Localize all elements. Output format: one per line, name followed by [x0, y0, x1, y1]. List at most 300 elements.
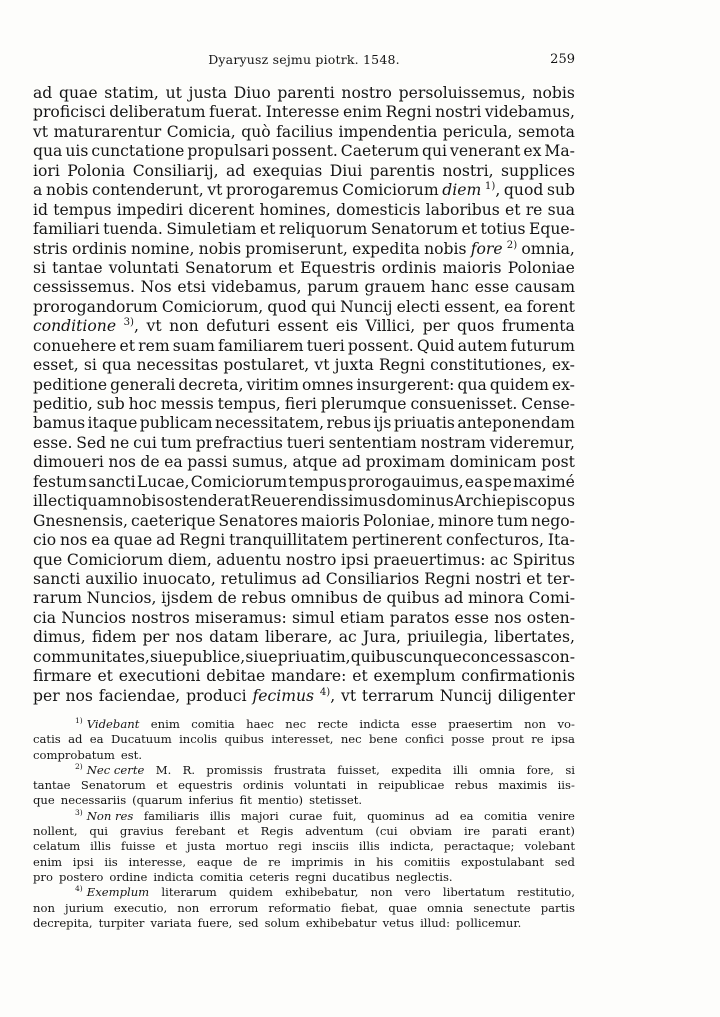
italic-text: Non res [86, 808, 134, 823]
text: ex- [551, 356, 575, 375]
word [407, 628, 488, 647]
text: priuatim, [277, 647, 351, 666]
word [165, 839, 177, 854]
text: quò [241, 122, 271, 141]
word [266, 103, 340, 122]
footnote-line [33, 901, 575, 916]
text: tantae [33, 778, 71, 793]
text: siue [245, 647, 278, 666]
text: quidem [229, 885, 273, 900]
word [141, 278, 172, 297]
text: peractaque; [443, 839, 515, 854]
text: Regni [379, 356, 425, 375]
text: adventum [305, 824, 364, 839]
text: Caeterum [340, 142, 420, 161]
word [60, 531, 87, 550]
text: prorogaremus [226, 181, 339, 200]
italic-text: diem [442, 181, 482, 200]
word [533, 84, 575, 103]
text: possent. [271, 142, 338, 161]
word [198, 916, 233, 931]
text: hoc [128, 395, 157, 413]
text-line [33, 278, 575, 297]
word [494, 628, 575, 647]
text: nec [340, 732, 362, 747]
text: deliberatum [109, 103, 206, 122]
word [397, 298, 440, 317]
text-line [33, 123, 575, 142]
text: essent [277, 317, 329, 336]
word [187, 839, 216, 854]
text: Diui [329, 161, 363, 180]
word [187, 453, 227, 472]
text: id [33, 200, 48, 219]
word [551, 732, 575, 747]
word [238, 916, 258, 931]
text: et [165, 839, 177, 854]
text: electi [396, 297, 441, 316]
word [177, 901, 199, 916]
text: partis [540, 900, 575, 915]
text-line [33, 298, 575, 317]
word [151, 717, 180, 732]
word [314, 356, 329, 375]
text: et [259, 220, 276, 239]
word [206, 763, 262, 778]
text: paratos [389, 608, 450, 627]
word [524, 717, 546, 732]
text: nos [65, 686, 93, 705]
word [295, 870, 326, 885]
text: in [354, 854, 366, 869]
text: minore [438, 511, 494, 530]
text: de [362, 589, 382, 608]
text: libertatum [442, 885, 505, 900]
word [207, 181, 222, 200]
word [218, 589, 237, 608]
text: vt [207, 181, 223, 200]
text: familiari [33, 220, 100, 239]
word [301, 512, 360, 531]
word [243, 778, 284, 793]
text: ferebant [175, 824, 226, 839]
text: omnia [427, 900, 464, 915]
word [457, 414, 575, 433]
text-line [33, 414, 575, 433]
text-line [33, 142, 575, 161]
text: nostram [420, 433, 486, 452]
word [33, 337, 116, 356]
text: indicta, [389, 839, 434, 854]
word [253, 162, 323, 181]
word [371, 220, 458, 239]
text: propulsari [187, 142, 269, 161]
text: defuturi [206, 317, 270, 336]
word [288, 473, 346, 492]
word [369, 732, 398, 747]
text: consuenisset. [410, 395, 518, 413]
word [177, 278, 206, 297]
text: qui [89, 824, 109, 839]
text: Poloniae, [362, 511, 436, 530]
text: priuatis [393, 414, 455, 433]
word [175, 628, 202, 647]
word [276, 123, 333, 142]
text: comitiis [403, 854, 451, 869]
word [371, 885, 393, 900]
word [364, 278, 425, 297]
text: omnia [479, 762, 516, 777]
word [120, 337, 136, 356]
text: proficisci [33, 103, 106, 122]
text: diem, [167, 550, 212, 569]
italic-text: Nec certe [86, 762, 145, 777]
word [33, 317, 116, 336]
word [544, 142, 575, 161]
word [366, 453, 445, 472]
text: prout [491, 732, 524, 747]
word [382, 259, 437, 278]
word [547, 570, 575, 589]
word [351, 648, 462, 667]
word [245, 648, 277, 667]
word [352, 240, 420, 259]
word [241, 809, 279, 824]
text: ne [110, 433, 130, 452]
text-line [33, 473, 575, 492]
text: exhibebatur [305, 915, 377, 930]
word [33, 414, 85, 433]
word [109, 870, 147, 885]
text: , [134, 317, 139, 336]
word [302, 376, 353, 395]
text: Sed [76, 433, 107, 452]
text: sancti [33, 569, 81, 588]
text: nostri, [442, 161, 494, 180]
text: Senatores [218, 511, 299, 530]
word [110, 434, 129, 453]
word [88, 473, 135, 492]
word [133, 434, 157, 453]
footnote-line [33, 916, 575, 931]
text: Gnesnensis, [33, 511, 128, 530]
word [457, 376, 486, 395]
word [294, 778, 346, 793]
text: bamus [33, 414, 86, 433]
word [370, 162, 435, 181]
text: peditione [33, 375, 108, 394]
word [111, 732, 172, 747]
text: necessariis [60, 793, 127, 808]
word [33, 84, 52, 103]
text-line [33, 687, 575, 706]
word [341, 142, 419, 161]
word [435, 103, 481, 122]
word [169, 317, 198, 336]
text: parenti [277, 84, 335, 102]
text: mentio) [257, 793, 304, 808]
text: stris [33, 239, 68, 258]
word [518, 123, 575, 142]
word [468, 589, 524, 608]
text: ordinis [242, 778, 284, 793]
text: peditio, [33, 395, 93, 413]
word [226, 181, 338, 200]
word [75, 885, 149, 900]
word [422, 142, 447, 161]
word [114, 901, 167, 916]
text: Comicia, [166, 122, 236, 141]
text: exhibebatur, [285, 885, 359, 900]
text: juxta [334, 356, 374, 375]
word [309, 793, 362, 808]
text: exequias [252, 161, 323, 180]
text: vt [341, 686, 357, 705]
word [375, 824, 397, 839]
word [97, 667, 113, 686]
text: frustrata [273, 762, 326, 777]
word [67, 551, 164, 570]
word [259, 201, 330, 220]
text: cio [33, 531, 57, 550]
footnote-marker: 3) [123, 317, 135, 329]
word [376, 855, 393, 870]
word [444, 298, 500, 317]
text: faciendae, [98, 686, 181, 705]
word [140, 414, 213, 433]
word [357, 778, 368, 793]
word [558, 778, 575, 793]
word [465, 473, 484, 492]
word [363, 628, 401, 647]
word [497, 512, 528, 531]
running-header [33, 52, 575, 70]
text: si [33, 258, 46, 277]
text: pertinerent [351, 531, 443, 550]
text: fuisset, [337, 762, 380, 777]
word [136, 356, 218, 375]
text: tuenda. [103, 220, 163, 239]
footnote-line [33, 839, 575, 854]
word [109, 259, 179, 278]
word [517, 885, 575, 900]
text: de [243, 854, 258, 869]
word [427, 901, 463, 916]
text: conuehere [33, 336, 117, 355]
text: Archiepiscopus [454, 492, 575, 511]
word [405, 732, 444, 747]
text: Comiciorum [342, 181, 439, 200]
word [33, 434, 72, 453]
footnotes [33, 717, 575, 931]
text: videbamus, [211, 278, 302, 297]
footnote-line [33, 763, 575, 778]
word [199, 240, 241, 259]
text: sed [238, 915, 259, 930]
word [342, 181, 439, 200]
text: , [495, 181, 501, 200]
word [165, 492, 250, 511]
word [527, 763, 554, 778]
word [150, 648, 182, 667]
word [409, 824, 452, 839]
text: indicta [359, 717, 400, 731]
text: nostro [341, 84, 392, 102]
footnote-marker: 2) [506, 239, 518, 251]
word [247, 376, 299, 395]
word [33, 748, 115, 763]
word [285, 395, 317, 414]
footnote-line [33, 870, 575, 885]
text: voluntati [108, 258, 179, 277]
word [435, 809, 449, 824]
text: illis [209, 808, 231, 823]
word [326, 414, 371, 433]
text: Comi- [528, 589, 575, 608]
text: Regis [260, 824, 294, 839]
text: cia [33, 608, 57, 627]
word [33, 220, 100, 239]
text: tueri [286, 433, 325, 452]
text: nego- [530, 511, 575, 530]
text: etsi [177, 278, 206, 297]
text: forent [526, 297, 575, 316]
word [92, 181, 204, 200]
text: stetisset. [309, 793, 363, 808]
word [547, 181, 575, 200]
word [33, 278, 135, 297]
word [156, 778, 168, 793]
word [33, 609, 56, 628]
text: fuisse [121, 839, 156, 854]
text: nobis [122, 492, 165, 511]
word [33, 855, 62, 870]
text: rebus [454, 778, 488, 793]
text: Senatorum [370, 220, 459, 239]
text: dimus, [33, 628, 86, 647]
word [421, 434, 486, 453]
word [473, 901, 530, 916]
word [508, 259, 575, 278]
word [89, 824, 108, 839]
word [218, 395, 281, 414]
word [104, 855, 117, 870]
text: contenderunt, [91, 181, 204, 200]
text: per [33, 686, 60, 705]
word [524, 839, 575, 854]
text: Cense- [521, 395, 575, 413]
word [379, 356, 425, 375]
word [348, 337, 414, 356]
text: auxilio [85, 569, 138, 588]
word [405, 885, 431, 900]
word [498, 687, 575, 706]
word [99, 916, 145, 931]
word [339, 628, 357, 647]
word [114, 531, 153, 550]
word [411, 717, 437, 732]
word [241, 123, 270, 142]
text: prorogauimus, [347, 472, 464, 491]
text: generali [110, 375, 176, 394]
text: ac [490, 550, 509, 569]
word [175, 824, 225, 839]
text-line [33, 259, 575, 278]
text: incolis [179, 732, 218, 747]
text: messis [160, 395, 214, 413]
word [374, 667, 456, 686]
word [224, 732, 263, 747]
word [65, 901, 104, 916]
word [490, 376, 549, 395]
word [218, 512, 298, 531]
word [542, 648, 575, 667]
text: comitia [191, 717, 235, 731]
word [390, 609, 450, 628]
word [443, 259, 502, 278]
text: fit [239, 793, 252, 808]
word [352, 531, 442, 550]
text: parentis [369, 161, 436, 180]
text: rem [138, 336, 170, 355]
word [307, 278, 359, 297]
word [191, 473, 288, 492]
text-line [33, 667, 575, 686]
text: posse [451, 732, 485, 747]
text: domesticis [336, 200, 421, 219]
word [33, 824, 78, 839]
word [239, 793, 251, 808]
text: ad [226, 161, 246, 180]
text: supplices [501, 161, 575, 180]
word [92, 628, 136, 647]
word [423, 317, 450, 336]
text: frumenta [501, 317, 575, 336]
word [274, 763, 326, 778]
text: parati [491, 824, 528, 839]
word [137, 473, 190, 492]
text: omnes [301, 375, 354, 394]
text: esse [411, 717, 437, 731]
word [129, 855, 187, 870]
word [33, 162, 60, 181]
text: iori [33, 161, 60, 180]
footnote-marker: 4) [319, 686, 331, 698]
page-number: 259 [550, 52, 575, 67]
text: comitia [483, 808, 528, 823]
text: ipsi [72, 854, 94, 869]
word [424, 240, 466, 259]
main-text [33, 84, 575, 706]
word [341, 687, 356, 706]
word [54, 123, 162, 142]
text-line [33, 337, 575, 356]
text: regni [295, 869, 327, 884]
text: esse [454, 608, 490, 627]
word [268, 855, 280, 870]
word [178, 778, 232, 793]
word [341, 84, 392, 103]
text: vo- [557, 717, 575, 731]
text: simul [291, 608, 335, 627]
text: quam [77, 492, 122, 511]
word [33, 473, 87, 492]
word [188, 201, 254, 220]
word [61, 793, 126, 808]
word [356, 376, 454, 395]
word [330, 162, 363, 181]
text: vt [146, 317, 162, 336]
